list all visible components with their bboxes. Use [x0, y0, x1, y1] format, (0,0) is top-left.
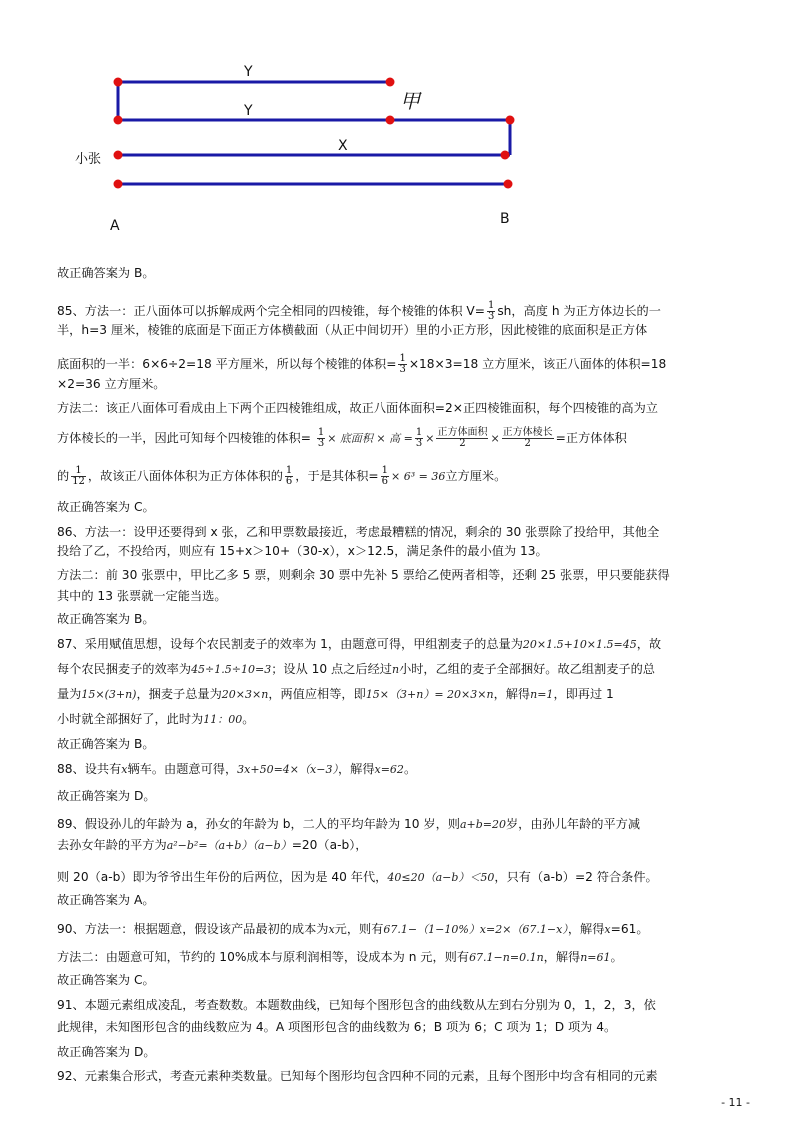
fraction: $\frac{1}{6}$ [381, 465, 389, 487]
point [506, 116, 515, 125]
point [504, 180, 513, 189]
text-line: 方法二：由题意可知，节约的 10%成本与原利润相等，设成本为 n 元，则有67.1−n=0.1n，解得n=61。 [57, 950, 623, 964]
label-x: X [338, 138, 348, 154]
text-line: 每个农民捆麦子的效率为45÷1.5÷10=3；设从 10 点之后经过n小时，乙组的麦子全部捆好。故乙组割麦子的总 [57, 662, 655, 676]
point [501, 151, 510, 160]
text-line: 则 20（a-b）即为爷爷出生年份的后两位，因为是 40 年代，40≤20（a−b）＜50，只有（a-b）=2 符合条件。 [57, 870, 658, 884]
text-line: 88、设共有x辆车。由题意可得，3x+50=4×（x−3），解得x=62。 [57, 762, 417, 776]
point [114, 180, 123, 189]
fraction: $\frac{1}{6}$ [285, 465, 293, 487]
point [114, 151, 123, 160]
fraction: $\frac{1}{3}$ [415, 427, 423, 449]
text-line: 此规律，未知图形包含的曲线数应为 4。A 项图形包含的曲线数为 6；B 项为 6；C 项为 1；D 项为 4。 [57, 1020, 617, 1034]
text-line: 投给了乙，不投给丙，则应有 15+x＞10+（30-x），x＞12.5，满足条件的最小值为 13。 [57, 544, 548, 558]
text-line: 85、方法一：正八面体可以拆解成两个完全相同的四棱锥，每个棱锥的体积 V= $\frac{1}{3}$ sh，高度 h 为正方体边长的一 [57, 300, 661, 322]
text-line: ×2=36 立方厘米。 [57, 377, 166, 391]
label-y-top: Y [244, 64, 253, 80]
point [386, 116, 395, 125]
label-a: A [110, 218, 120, 234]
text-line: 其中的 13 张票就一定能当选。 [57, 589, 227, 603]
fraction: $\frac{1}{12}$ [72, 465, 85, 487]
point [114, 116, 123, 125]
fraction: $\frac{\text{正方体面积}}{2}$ [437, 427, 488, 449]
fraction: $\frac{1}{3}$ [487, 300, 495, 322]
text-line: 半，h=3 厘米，棱锥的底面是下面正方体横截面（从正中间切开）里的小正方形，因此棱锥的底面积是正方体 [57, 323, 648, 337]
page-number: - 11 - [721, 1096, 750, 1109]
text-line: 91、本题元素组成凌乱，考查数数。本题数曲线，已知每个图形包含的曲线数从左到右分别为 0，1，2，3，依 [57, 998, 656, 1012]
text-line: 去孙女年龄的平方为a²−b²=（a+b）（a−b）=20（a-b）， [57, 838, 368, 852]
segment-diagram [0, 0, 800, 250]
fraction: $\frac{1}{3}$ [317, 427, 325, 449]
answer-line: 故正确答案为 D。 [57, 789, 156, 803]
point [386, 78, 395, 87]
point [114, 78, 123, 87]
text-line: 87、采用赋值思想，设每个农民割麦子的效率为 1，由题意可得，甲组割麦子的总量为20×1.5+10×1.5=45，故 [57, 637, 662, 651]
text-line: 89、假设孙儿的年龄为 a，孙女的年龄为 b，二人的平均年龄为 10 岁，则a+b=20岁，由孙儿年龄的平方减 [57, 817, 641, 831]
label-xiaozhang: 小张 [75, 152, 102, 167]
answer-line: 故正确答案为 B。 [57, 612, 155, 626]
label-y-middle: Y [244, 103, 253, 119]
label-b: B [500, 211, 510, 227]
text-line: 量为15×(3+n)，捆麦子总量为20×3×n，两值应相等，即15×（3+n）= 20×3×n，解得n=1，即再过 1 [57, 687, 614, 701]
text-line: 方法二：前 30 张票中，甲比乙多 5 票，则剩余 30 票中先补 5 票给乙使两者相等，还剩 25 张票，甲只要能获得 [57, 568, 670, 582]
text-line: 86、方法一：设甲还要得到 x 张，乙和甲票数最接近，考虑最糟糕的情况，剩余的 30 张票除了投给甲，其他全 [57, 525, 660, 539]
text-line: 方法二：该正八面体可看成由上下两个正四棱锥组成，故正八面体面积=2×正四棱锥面积，每个四棱锥的高为立 [57, 401, 658, 415]
text-line: 小时就全部捆好了，此时为11：00。 [57, 712, 255, 726]
text-line: 的 $\frac{1}{12}$ ，故该正八面体体积为正方体体积的 $\frac{1}{6}$ ，于是其体积= $\frac{1}{6}$ × 6³ = 36立方厘米。 [57, 465, 507, 487]
answer-line: 故正确答案为 C。 [57, 500, 155, 514]
answer-line: 故正确答案为 A。 [57, 893, 155, 907]
fraction: $\frac{\text{正方体棱长}}{2}$ [502, 427, 553, 449]
text-line: 92、元素集合形式，考查元素种类数量。已知每个图形均包含四种不同的元素，且每个图形中均含有相同的元素 [57, 1069, 658, 1083]
text-line: 90、方法一：根据题意，假设该产品最初的成本为x元，则有67.1−（1−10%）x=2×（67.1−x），解得x=61。 [57, 922, 649, 936]
text-line: 底面积的一半：6×6÷2=18 平方厘米，所以每个棱锥的体积= $\frac{1}{3}$ ×18×3=18 立方厘米，该正八面体的体积=18 [57, 353, 667, 375]
answer-line: 故正确答案为 D。 [57, 1045, 156, 1059]
answer-line: 故正确答案为 B。 [57, 737, 155, 751]
fraction: $\frac{1}{3}$ [399, 353, 406, 375]
text-line: 方体棱长的一半，因此可知每个四棱锥的体积= $\frac{1}{3}$ × 底面积 × 高 = $\frac{1}{3}$ × $\frac{\text{正方体面积}}{2}$ × $\frac{\text{正方体棱长}}{2}$ =正方体体积 [57, 427, 627, 449]
answer-line: 故正确答案为 C。 [57, 973, 155, 987]
label-jia: 甲 [400, 89, 420, 113]
answer-line: 故正确答案为 B。 [57, 266, 155, 280]
